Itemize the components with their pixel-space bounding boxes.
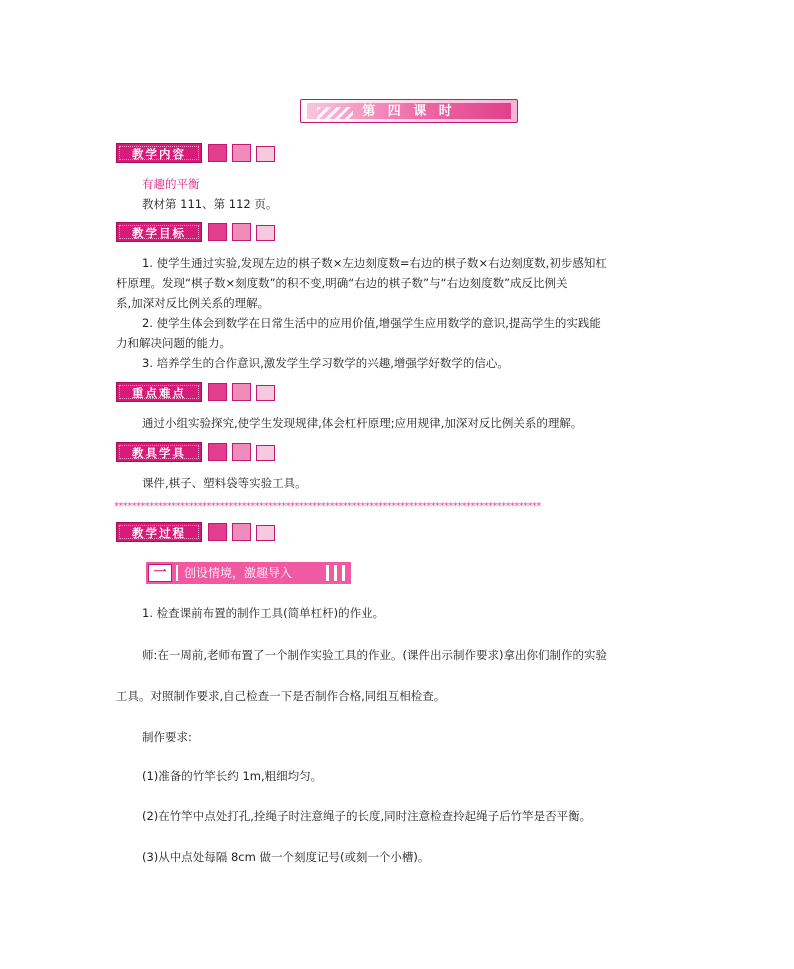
process-requirements-heading: 制作要求: <box>142 730 192 744</box>
objective-3: 3. 培养学生的合作意识,激发学生学习数学的兴趣,增强学好数学的信心。 <box>142 356 509 370</box>
decor-square <box>208 223 227 241</box>
step-number: 一 <box>148 564 172 582</box>
process-requirement-2: (2)在竹竿中点处打孔,拴绳子时注意绳子的长度,同时注意检查拎起绳子后竹竿是否平衡。 <box>142 809 592 823</box>
process-item-1: 1. 检查课前布置的制作工具(简单杠杆)的作业。 <box>142 606 385 620</box>
decor-square <box>232 443 251 461</box>
decor-square <box>256 445 275 461</box>
process-requirement-1: (1)准备的竹竿长约 1m,粗细均匀。 <box>142 769 323 783</box>
keypoints-text: 通过小组实验探究,使学生发现规律,体会杠杆原理;应用规律,加深对反比例关系的理解。 <box>142 416 583 430</box>
step-tick-decoration <box>326 565 329 581</box>
decor-square <box>256 525 275 541</box>
title-banner-fill <box>307 103 511 119</box>
step-separator <box>176 565 178 581</box>
process-teacher-line-1: 师:在一周前,老师布置了一个制作实验工具的作业。(课件出示制作要求)拿出你们制作的实验 <box>142 648 607 662</box>
objective-2-line-2: 力和解决问题的能力。 <box>116 336 231 350</box>
textbook-pages: 教材第 111、第 112 页。 <box>142 197 278 211</box>
objective-1-line-2: 杆原理。发现“棋子数×刻度数”的积不变,明确“右边的棋子数”与“右边刻度数”成反比例关 <box>116 276 568 290</box>
section-label: 教学目标 <box>116 222 202 242</box>
section-label: 重点难点 <box>116 382 202 402</box>
step-tick-decoration <box>334 565 337 581</box>
objective-1-line-1: 1. 使学生通过实验,发现左边的棋子数×左边刻度数=右边的棋子数×右边刻度数,初步感知杠 <box>142 256 607 270</box>
decor-square <box>208 523 227 541</box>
step-heading-bar <box>146 562 351 584</box>
section-label: 教学内容 <box>116 143 202 163</box>
decor-square <box>232 523 251 541</box>
decor-square <box>232 383 251 401</box>
decor-square <box>256 385 275 401</box>
lesson-title-banner <box>300 99 518 123</box>
step-title: 创设情境，激趣导入 <box>184 566 293 580</box>
process-requirement-3: (3)从中点处每隔 8cm 做一个刻度记号(或刻一个小槽)。 <box>142 850 430 864</box>
lesson-title: 第 四 课 时 <box>362 104 456 119</box>
lesson-topic: 有趣的平衡 <box>142 177 200 191</box>
tools-text: 课件,棋子、塑料袋等实验工具。 <box>142 476 307 490</box>
decor-square <box>256 225 275 241</box>
dotted-divider: ************************************************************************************************* <box>114 502 541 512</box>
objective-2-line-1: 2. 使学生体会到数学在日常生活中的应用价值,增强学生应用数学的意识,提高学生的实践能 <box>142 316 601 330</box>
section-label: 教学过程 <box>116 522 202 542</box>
objective-1-line-3: 系,加深对反比例关系的理解。 <box>116 296 270 310</box>
decor-square <box>208 443 227 461</box>
decor-square <box>256 146 275 162</box>
decor-square <box>208 383 227 401</box>
process-teacher-line-2: 工具。对照制作要求,自己检查一下是否制作合格,同组互相检查。 <box>116 689 446 703</box>
section-label: 教具学具 <box>116 442 202 462</box>
decor-square <box>232 223 251 241</box>
step-tick-decoration <box>342 565 345 581</box>
decor-square <box>208 144 227 162</box>
decor-square <box>232 144 251 162</box>
